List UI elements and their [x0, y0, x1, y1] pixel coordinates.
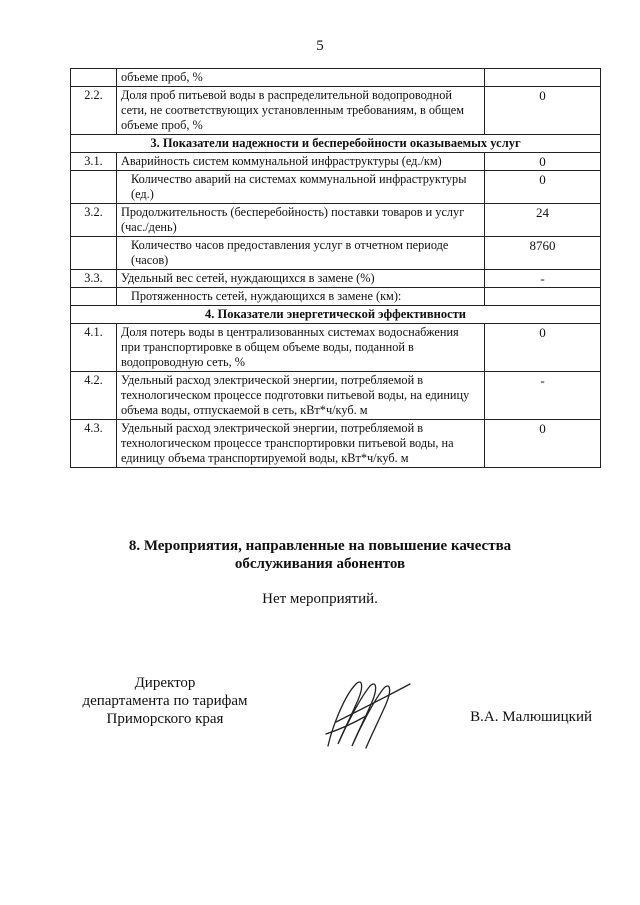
row-number: [71, 171, 117, 204]
row-number: 3.3.: [71, 270, 117, 288]
row-description: Удельный вес сетей, нуждающихся в замене (%): [117, 270, 485, 288]
row-number: 4.2.: [71, 372, 117, 420]
signatory-line-1: Директор: [134, 675, 196, 691]
row-description: Продолжительность (бесперебойность) поставки товаров и услуг (час./день): [117, 204, 485, 237]
row-number: [71, 288, 117, 306]
page-number: 5: [316, 38, 324, 54]
section-heading-line-1: 8. Мероприятия, направленные на повышение качества: [128, 538, 512, 554]
no-measures-text: Нет мероприятий.: [262, 591, 378, 607]
section-title: 4. Показатели энергетической эффективности: [71, 306, 601, 324]
row-value: 0: [485, 420, 601, 468]
row-number: 3.1.: [71, 153, 117, 171]
indicators-table: [70, 68, 601, 468]
section-title: 3. Показатели надежности и бесперебойности оказываемых услуг: [71, 135, 601, 153]
row-value: 24: [485, 204, 601, 237]
row-description: Количество аварий на системах коммунальной инфраструктуры (ед.): [117, 171, 485, 204]
row-description: Протяженность сетей, нуждающихся в замене (км):: [117, 288, 485, 306]
section-heading: [0, 537, 640, 573]
table-row: [71, 324, 601, 372]
row-number: 3.2.: [71, 204, 117, 237]
row-value: 0: [485, 87, 601, 135]
row-value: 0: [485, 153, 601, 171]
row-number: 4.3.: [71, 420, 117, 468]
section-row: [71, 306, 601, 324]
section-row: [71, 135, 601, 153]
table-row: [71, 87, 601, 135]
table-row: [71, 204, 601, 237]
row-number: 4.1.: [71, 324, 117, 372]
section-heading-line-2: обслуживания абонентов: [234, 556, 406, 572]
signatory-line-2: департамента по тарифам: [82, 693, 248, 709]
row-description: Удельный расход электрической энергии, потребляемой в технологическом процессе подготовки питьевой воды, на единицу объема воды, отпускаемой в сеть, кВт*ч/куб. м: [117, 372, 485, 420]
row-number: [71, 237, 117, 270]
row-value: [485, 288, 601, 306]
row-description: Доля потерь воды в централизованных системах водоснабжения при транспортировке в общем объеме воды, поданной в водопроводную сеть, %: [117, 324, 485, 372]
table-row: [71, 270, 601, 288]
row-description: объеме проб, %: [117, 69, 485, 87]
row-value: -: [485, 270, 601, 288]
row-description: Доля проб питьевой воды в распределительной водопроводной сети, не соответствующих установленным требованиям, в общем объеме проб, %: [117, 87, 485, 135]
handwritten-signature: [322, 676, 414, 754]
row-description: Количество часов предоставления услуг в отчетном периоде (часов): [117, 237, 485, 270]
signatory-title: [70, 674, 260, 728]
table-row: [71, 288, 601, 306]
row-value: 8760: [485, 237, 601, 270]
row-number: 2.2.: [71, 87, 117, 135]
table-row: [71, 153, 601, 171]
row-value: 0: [485, 324, 601, 372]
table-row: [71, 69, 601, 87]
table-row: [71, 372, 601, 420]
row-value: -: [485, 372, 601, 420]
row-number: [71, 69, 117, 87]
table-row: [71, 420, 601, 468]
row-description: Удельный расход электрической энергии, потребляемой в технологическом процессе транспортировки питьевой воды, на единицу объема транспортируемой воды, кВт*ч/куб. м: [117, 420, 485, 468]
row-description: Аварийность систем коммунальной инфраструктуры (ед./км): [117, 153, 485, 171]
row-value: 0: [485, 171, 601, 204]
signatory-line-3: Приморского края: [106, 711, 224, 727]
row-value: [485, 69, 601, 87]
table-row: [71, 237, 601, 270]
signer-name: В.А. Малюшицкий: [470, 709, 592, 725]
table-row: [71, 171, 601, 204]
